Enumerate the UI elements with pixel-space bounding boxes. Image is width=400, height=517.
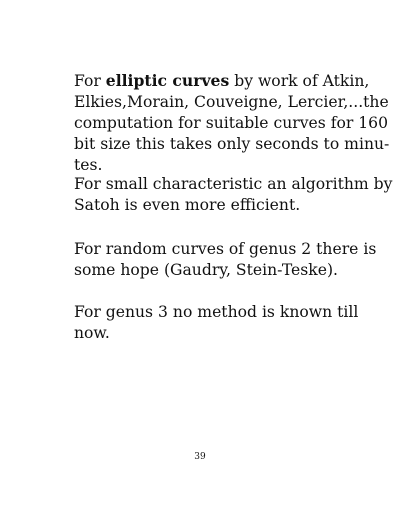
text-line: Satoh is even more efficient.	[74, 196, 301, 214]
page-number: 39	[194, 452, 206, 462]
emphasis-term: elliptic curves	[105, 71, 230, 90]
text-line: some hope (Gaudry, Stein-Teske).	[74, 261, 338, 279]
text-line: tes.	[74, 156, 103, 174]
text-line: now.	[74, 324, 110, 342]
paragraph-elliptic-curves	[74, 70, 390, 176]
paragraph-small-characteristic	[74, 174, 393, 216]
text-line: For genus 3 no method is known till	[74, 303, 359, 321]
text-line: Elkies,Morain, Couveigne, Lercier,...the	[74, 93, 389, 111]
paragraph-genus-2	[74, 239, 377, 281]
text-line: computation for suitable curves for 160	[74, 114, 389, 132]
text-line: bit size this takes only seconds to minu-	[74, 135, 390, 153]
text-segment: For	[74, 72, 106, 90]
text-segment: by work of Atkin,	[229, 72, 370, 90]
text-line: For random curves of genus 2 there is	[74, 240, 377, 258]
text-line	[74, 70, 370, 92]
text-line: For small characteristic an algorithm by	[74, 175, 393, 193]
paragraph-genus-3	[74, 302, 359, 344]
